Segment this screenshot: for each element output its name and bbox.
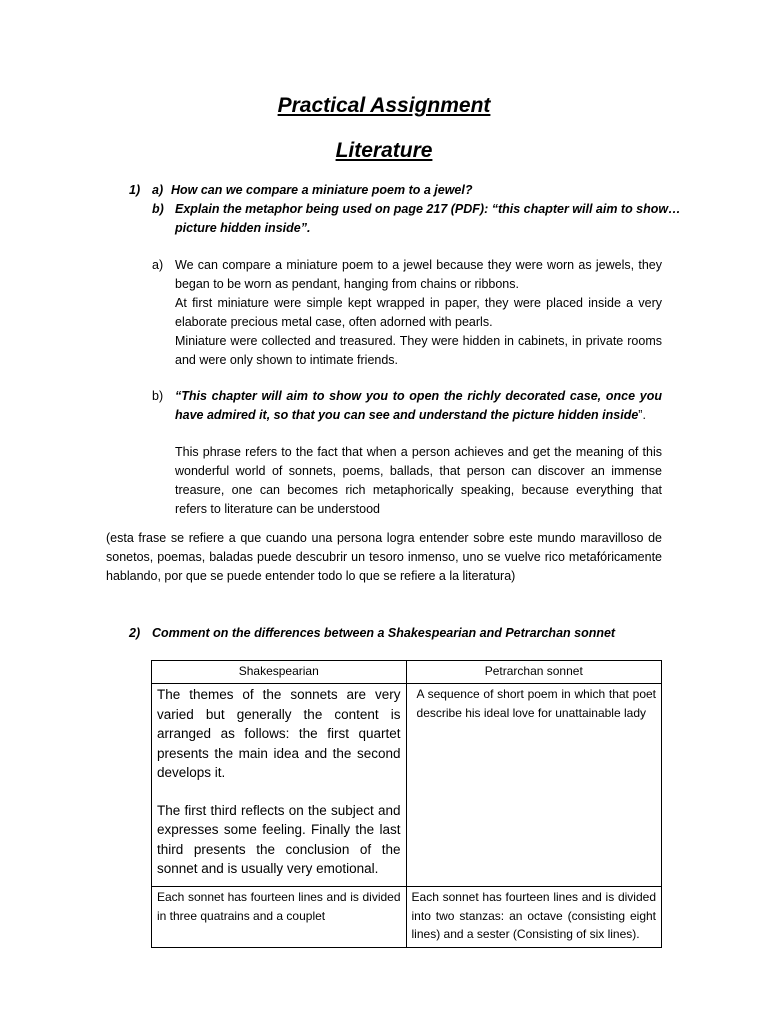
question-1b-label: b) <box>152 202 164 216</box>
question-1b-line1: Explain the metaphor being used on page 217 (PDF): “this chapter will aim to show… <box>175 202 681 216</box>
spanish-translation-note: (esta frase se refiere a que cuando una persona logra entender sobre este mundo maravilloso de sonetos, poemas, baladas puede descubrir un tesoro inmenso, uno se vuelve rico metafóricamente hablando, por que se puede entender todo lo que se refiere a la literatura) <box>106 531 662 583</box>
question-1b-line2: picture hidden inside”. <box>175 221 311 235</box>
question-2-text: Comment on the differences between a Shakespearian and Petrarchan sonnet <box>152 626 616 640</box>
table-row <box>152 684 662 887</box>
answer-a-paragraph-3: Miniature were collected and treasured. They were hidden in cabinets, in private rooms and were only shown to intimate friends. <box>175 334 662 367</box>
answer-b-quote-end: ”. <box>638 408 646 422</box>
answer-a-label: a) <box>152 258 164 272</box>
answer-b-quote-text: “This chapter will aim to show you to open the richly decorated case, once you have admired it, so that you can see and understand the picture hidden inside <box>175 389 662 422</box>
table-cell-shakespearian-themes <box>152 684 407 887</box>
table-header-row <box>152 661 662 684</box>
page-title: Practical Assignment <box>277 94 491 117</box>
shakespearian-paragraph-2: The first third reflects on the subject and expresses some feeling. Finally the last third presents the conclusion of the sonnet and is usually very emotional. <box>157 802 401 876</box>
answer-b-quote <box>175 387 662 425</box>
answer-b-label: b) <box>152 389 164 403</box>
question-1a-text: How can we compare a miniature poem to a jewel? <box>171 183 473 197</box>
question-2-number: 2) <box>129 626 141 640</box>
page-subtitle: Literature <box>335 139 433 162</box>
question-1-number: 1) <box>129 183 141 197</box>
answer-a-body <box>175 256 662 370</box>
answer-a-paragraph-1: We can compare a miniature poem to a jewel because they were worn as jewels, they began to be worn as pendant, hanging from chains or ribbons. <box>175 258 662 291</box>
table-header-shakespearian: Shakespearian <box>152 661 407 684</box>
table-row <box>152 887 662 948</box>
question-1a-label: a) <box>152 183 164 197</box>
table-header-petrarchan: Petrarchan sonnet <box>406 661 661 684</box>
shakespearian-paragraph-1: The themes of the sonnets are very varied but generally the content is arranged as follows: the first quartet presents the main idea and the second develops it. <box>157 687 401 780</box>
answer-b-explanation: This phrase refers to the fact that when a person achieves and get the meaning of this wonderful world of sonnets, poems, ballads, that person can discover an immense treasure, one can becomes rich metaphorically speaking, because everything that refers to literature can be understood <box>175 445 662 516</box>
answer-a-paragraph-2: At first miniature were simple kept wrapped in paper, they were placed inside a very elaborate precious metal case, often adorned with pearls. <box>175 296 662 329</box>
table-cell-shakespearian-structure: Each sonnet has fourteen lines and is divided in three quatrains and a couplet <box>152 887 407 948</box>
sonnet-comparison-table <box>151 660 662 948</box>
table-cell-petrarchan-structure: Each sonnet has fourteen lines and is divided into two stanzas: an octave (consisting eight lines) and a sester (Consisting of six lines). <box>406 887 661 948</box>
table-cell-petrarchan-themes <box>406 684 661 887</box>
petrarchan-paragraph: A sequence of short poem in which that poet describe his ideal love for unattainable lady <box>416 687 656 720</box>
